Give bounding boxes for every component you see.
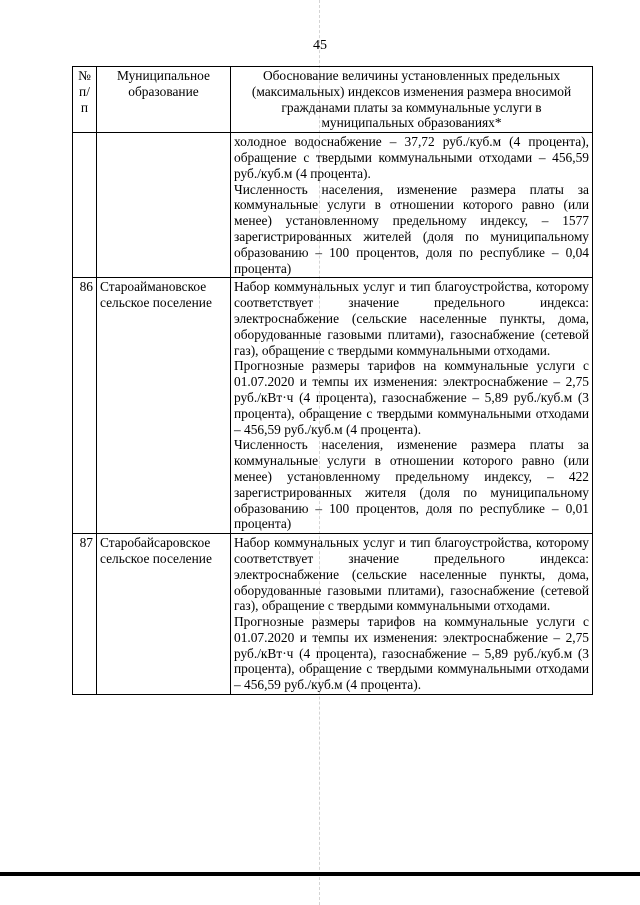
row-number: 87 (73, 534, 97, 695)
row-justification (231, 133, 593, 278)
justification-paragraph: холодное водоснабжение – 37,72 руб./куб.м (4 процента), обращение с твердыми коммунальными отходами – 456,59 руб./куб.м (4 процента). (234, 134, 589, 181)
row-justification (231, 534, 593, 695)
tariff-justification-table (72, 66, 593, 695)
row-municipality: Староаймановское сельское поселение (97, 278, 231, 534)
page-number: 45 (313, 38, 327, 53)
justification-paragraph: Набор коммунальных услуг и тип благоустройства, которому соответствует значение предельного индекса: электроснабжение (сельские населенные пункты, дома, оборудованные газовыми плитами), газоснабжение (сетевой газ), обращение с твердыми коммунальными отходами. (234, 535, 589, 614)
page-bottom-edge (0, 872, 640, 876)
table-header-row (73, 67, 593, 133)
justification-paragraph: Набор коммунальных услуг и тип благоустройства, которому соответствует значение предельного индекса: электроснабжение (сельские населенные пункты, дома, оборудованные газовыми плитами), газоснабжение (сетевой газ), обращение с твердыми коммунальными отходами. (234, 279, 589, 358)
justification-paragraph: Численность населения, изменение размера платы за коммунальные услуги в отношении которого равно (или менее) установленному предельному индексу, – 1577 зарегистрированных жителей (доля по муниципальному образованию – 100 процентов, доля по республике – 0,04 процента) (234, 181, 589, 276)
header-municipality: Муниципальное образование (97, 67, 231, 133)
table-row (73, 278, 593, 534)
row-municipality: Старобайсаровское сельское поселение (97, 534, 231, 695)
justification-paragraph: Численность населения, изменение размера платы за коммунальные услуги в отношении которого равно (или менее) установленному предельному индексу, – 422 зарегистрированных жителя (доля по муниципальному образованию – 100 процентов, доля по республике – 0,01 процента) (234, 437, 589, 532)
table-row (73, 534, 593, 695)
justification-paragraph: Прогнозные размеры тарифов на коммунальные услуги с 01.07.2020 и темпы их изменения: электроснабжение – 2,75 руб./кВт·ч (4 процента), газоснабжение – 5,89 руб./куб.м (3 процента), обращение с твердыми коммунальными отходами – 456,59 руб./куб.м (4 процента). (234, 358, 589, 437)
header-number: № п/п (73, 67, 97, 133)
header-justification: Обоснование величины установленных предельных (максимальных) индексов изменения размера вносимой гражданами платы за коммунальные услуги в муниципальных образованиях* (231, 67, 593, 133)
justification-paragraph: Прогнозные размеры тарифов на коммунальные услуги с 01.07.2020 и темпы их изменения: электроснабжение – 2,75 руб./кВт·ч (4 процента), газоснабжение – 5,89 руб./куб.м (3 процента), обращение с твердыми коммунальными отходами – 456,59 руб./куб.м (4 процента). (234, 614, 589, 693)
row-justification (231, 278, 593, 534)
row-number (73, 133, 97, 278)
row-number: 86 (73, 278, 97, 534)
table-row (73, 133, 593, 278)
row-municipality (97, 133, 231, 278)
